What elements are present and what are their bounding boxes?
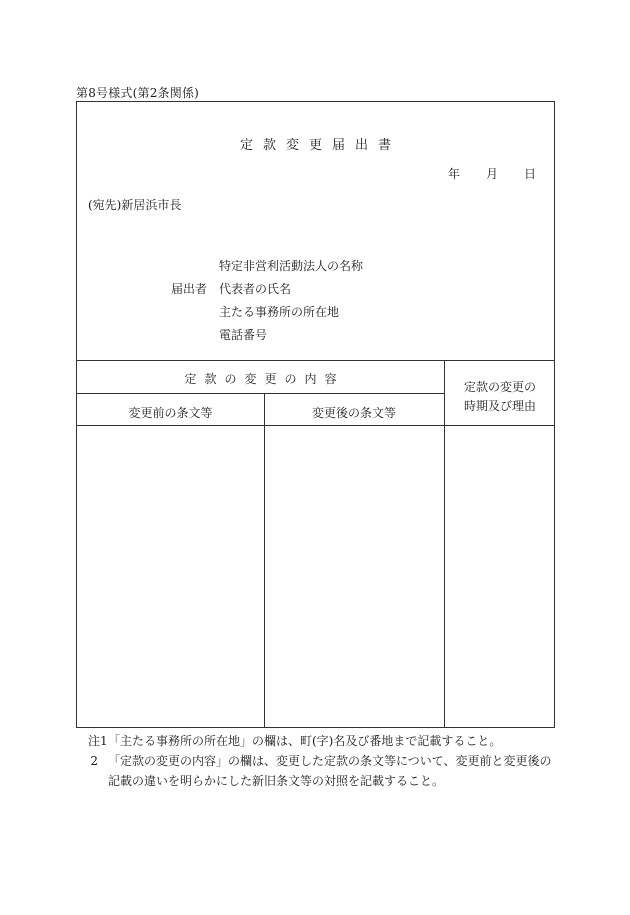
after-text-cell[interactable]: [266, 426, 443, 727]
date-day-label: 日: [523, 167, 536, 181]
note-text: 「主たる事務所の所在地」の欄は、町(字)名及び番地まで記載すること。: [108, 734, 502, 748]
table-top-border: [77, 360, 554, 361]
form-title: 定款変更届出書: [239, 138, 401, 153]
date-year-label: 年: [447, 167, 460, 181]
representative-name-field: 代表者の氏名: [219, 282, 292, 296]
note-number: 2: [90, 754, 98, 768]
notes: [76, 731, 556, 791]
org-name-field: 特定非営利活動法人の名称: [219, 259, 364, 273]
addressee: (宛先)新居浜市長: [88, 198, 182, 212]
submitter-label: 届出者: [171, 282, 208, 296]
timing-reason-cell[interactable]: [446, 426, 553, 727]
note-text: 「定款の変更の内容」の欄は、変更した定款の条文等について、変更前と変更後の: [108, 754, 552, 768]
date-line: [448, 165, 536, 182]
date-month-label: 月: [485, 167, 498, 181]
content-header: 定款の変更の内容: [184, 372, 345, 386]
before-after-divider: [264, 393, 265, 728]
timing-header-line1: 定款の変更の: [463, 380, 536, 394]
before-column-header: 変更前の条文等: [128, 406, 213, 420]
note-number: 注1: [88, 734, 108, 748]
phone-number-field: 電話番号: [219, 328, 268, 342]
after-column-header: 変更後の条文等: [311, 406, 396, 420]
note-continuation: 記載の違いを明らかにした新旧条文等の対照を記載すること。: [108, 774, 445, 788]
notification-form: [76, 101, 555, 728]
note-item: [76, 751, 556, 771]
form-number: 第8号様式(第2条関係): [76, 86, 200, 100]
content-header-divider: [77, 393, 444, 394]
timing-column-header: [444, 378, 556, 416]
timing-header-line2: 時期及び理由: [463, 399, 536, 413]
office-address-field: 主たる事務所の所在地: [219, 305, 340, 319]
note-item: [76, 731, 556, 751]
before-text-cell[interactable]: [78, 426, 263, 727]
